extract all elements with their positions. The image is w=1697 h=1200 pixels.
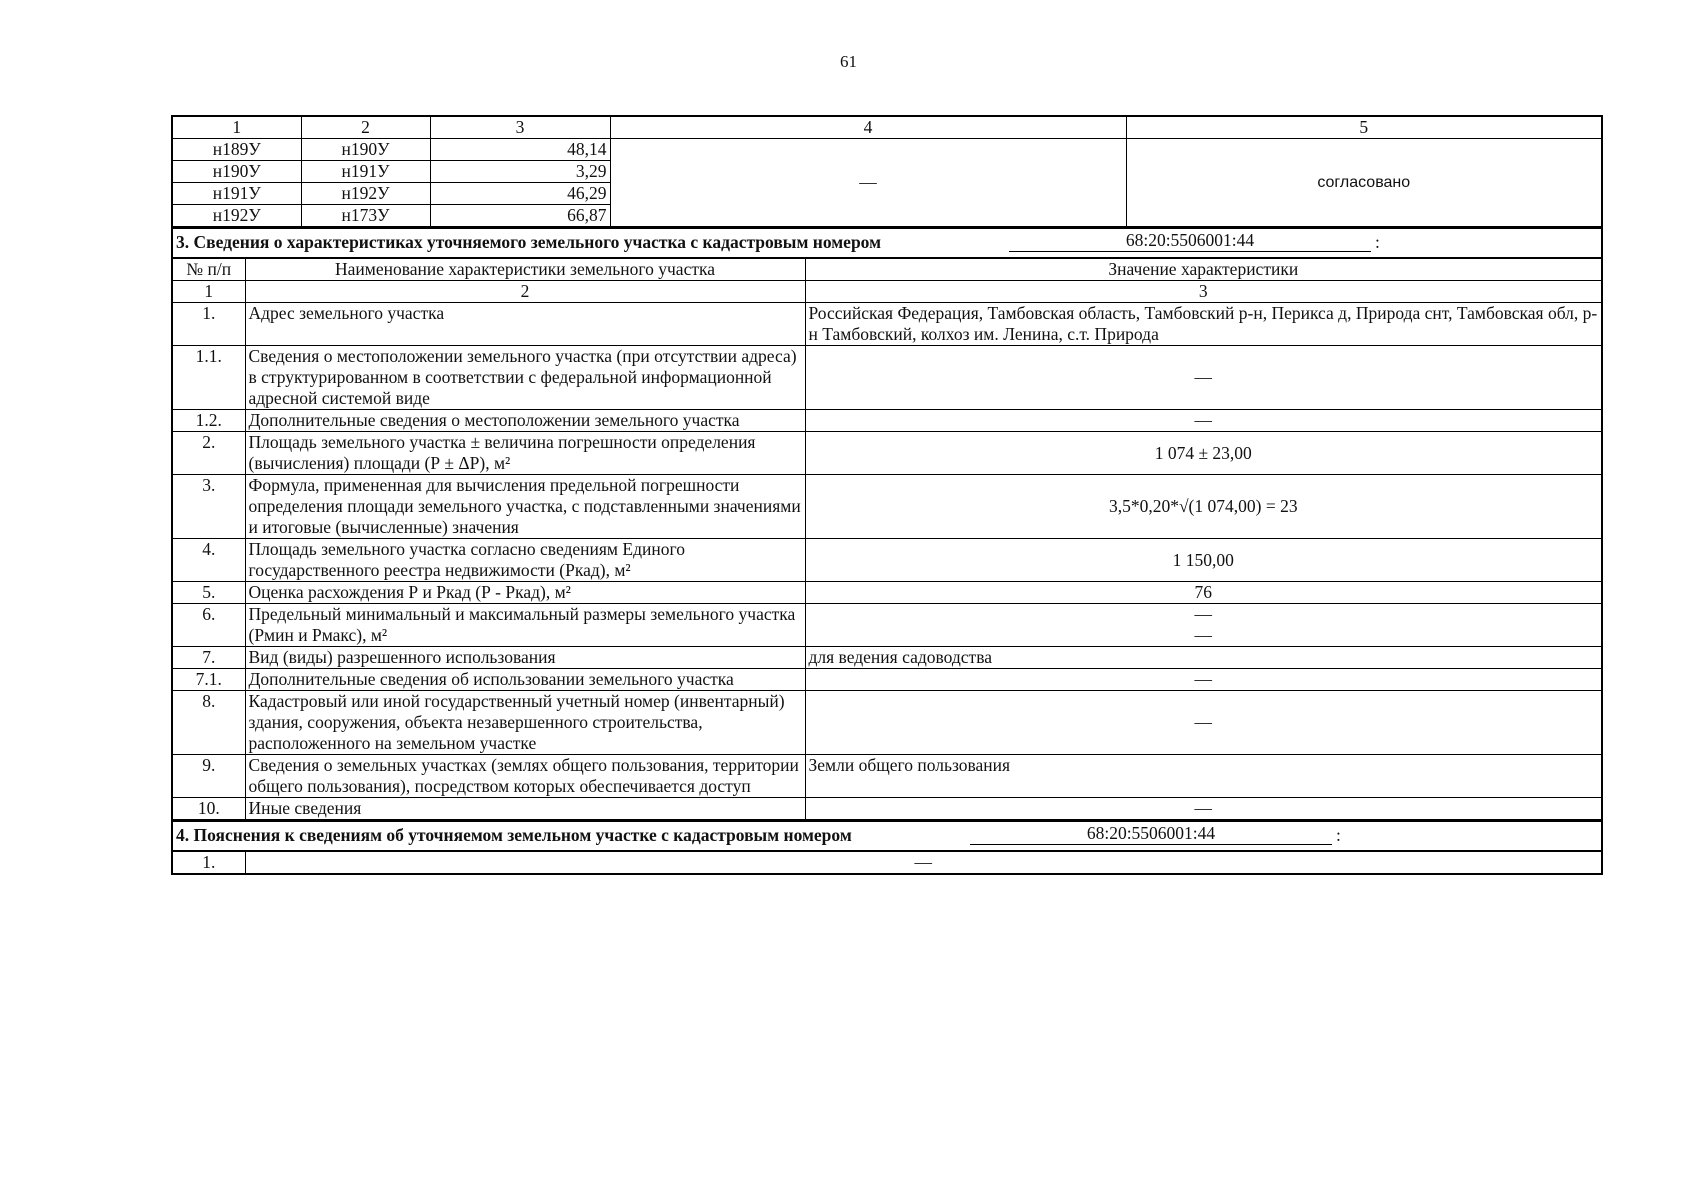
row-value: — (245, 851, 1602, 874)
point-to: н173У (301, 205, 430, 227)
row-name: Площадь земельного участка согласно сведениям Единого государственного реестра недвижимости (Ркад), м² (245, 539, 805, 582)
max-size-value: — (1194, 625, 1213, 645)
header-num: № п/п (172, 258, 245, 281)
segment-length: 48,14 (430, 139, 610, 161)
segment-length: 3,29 (430, 161, 610, 183)
table-row (172, 303, 1602, 346)
row-value: для ведения садоводства (805, 647, 1602, 669)
row-value-pair (805, 604, 1602, 647)
characteristics-header-row (172, 258, 1602, 281)
point-from: н189У (172, 139, 301, 161)
row-name: Сведения о земельных участках (землях общего пользования, территории общего пользования), посредством которых обеспечивается доступ (245, 755, 805, 798)
row-number: 1. (172, 851, 245, 874)
row-number: 1. (172, 303, 245, 346)
point-from: н191У (172, 183, 301, 205)
header-name: Наименование характеристики земельного участка (245, 258, 805, 281)
section4-title: 4. Пояснения к сведениям об уточняемом земельном участке с кадастровым номером (176, 825, 852, 845)
point-to: н191У (301, 161, 430, 183)
row-name: Дополнительные сведения о местоположении земельного участка (245, 410, 805, 432)
segment-length: 66,87 (430, 205, 610, 227)
row-name: Предельный минимальный и максимальный размеры земельного участка (Рмин и Рмакс), м² (245, 604, 805, 647)
row-number: 1.1. (172, 346, 245, 410)
row-name: Площадь земельного участка ± величина погрешности определения (вычисления) площади (Р ± ΔР), м² (245, 432, 805, 475)
section4-colon: : (1336, 825, 1341, 845)
row-number: 3. (172, 475, 245, 539)
column-number-3: 3 (430, 116, 610, 139)
boundary-description: — (610, 139, 1126, 227)
column-number-2: 2 (301, 116, 430, 139)
table-row (172, 755, 1602, 798)
row-name: Адрес земельного участка (245, 303, 805, 346)
row-number: 8. (172, 691, 245, 755)
row-value: 1 074 ± 23,00 (805, 432, 1602, 475)
row-name: Оценка расхождения Р и Ркад (Р - Ркад), м² (245, 582, 805, 604)
table-row (172, 346, 1602, 410)
section4-heading-row (172, 821, 1602, 851)
row-name: Формула, примененная для вычисления предельной погрешности определения площади земельного участка, с подставленными значениями и итоговые (вычисленные) значения (245, 475, 805, 539)
row-value: 3,5*0,20*√(1 074,00) = 23 (805, 475, 1602, 539)
boundary-header-row (172, 116, 1602, 139)
table-row (172, 475, 1602, 539)
section3-colon: : (1375, 232, 1380, 252)
table-row (172, 582, 1602, 604)
row-value: — (805, 691, 1602, 755)
row-value: — (805, 346, 1602, 410)
row-number: 6. (172, 604, 245, 647)
approval-status: согласовано (1126, 139, 1602, 227)
point-to: н190У (301, 139, 430, 161)
point-from: н192У (172, 205, 301, 227)
column-number-5: 5 (1126, 116, 1602, 139)
row-value: Земли общего пользования (805, 755, 1602, 798)
row-name: Вид (виды) разрешенного использования (245, 647, 805, 669)
section3-title: 3. Сведения о характеристиках уточняемого земельного участка с кадастровым номером (176, 232, 882, 252)
table-row (172, 410, 1602, 432)
column-numbers-row (172, 281, 1602, 303)
table-row (172, 647, 1602, 669)
row-value: 76 (805, 582, 1602, 604)
row-value: 1 150,00 (805, 539, 1602, 582)
row-number: 10. (172, 798, 245, 820)
column-number-2: 2 (245, 281, 805, 303)
row-number: 7. (172, 647, 245, 669)
table-row (172, 669, 1602, 691)
row-number: 4. (172, 539, 245, 582)
column-number-3: 3 (805, 281, 1602, 303)
point-from: н190У (172, 161, 301, 183)
row-number: 9. (172, 755, 245, 798)
row-value: — (805, 798, 1602, 820)
table-row (172, 691, 1602, 755)
row-name: Дополнительные сведения об использовании земельного участка (245, 669, 805, 691)
explanations-table (171, 820, 1603, 875)
column-number-4: 4 (610, 116, 1126, 139)
row-name: Кадастровый или иной государственный учетный номер (инвентарный) здания, сооружения, объекта незавершенного строительства, расположенного на земельном участке (245, 691, 805, 755)
row-name: Сведения о местоположении земельного участка (при отсутствии адреса) в структурированном в соответствии с федеральной информационной адресной системой виде (245, 346, 805, 410)
row-value: Российская Федерация, Тамбовская область, Тамбовский р-н, Перикса д, Природа снт, Тамбовская обл, р-н Тамбовский, колхоз им. Ленина, с.т. Природа (805, 303, 1602, 346)
document-sheet (171, 115, 1601, 875)
row-number: 5. (172, 582, 245, 604)
column-number-1: 1 (172, 281, 245, 303)
row-number: 1.2. (172, 410, 245, 432)
section3-cadastral-number: 68:20:5506001:44 (1009, 230, 1371, 252)
section4-cadastral-number: 68:20:5506001:44 (970, 823, 1332, 845)
column-number-1: 1 (172, 116, 301, 139)
segment-length: 46,29 (430, 183, 610, 205)
row-number: 2. (172, 432, 245, 475)
table-row (172, 604, 1602, 647)
header-value: Значение характеристики (805, 258, 1602, 281)
min-size-value: — (1194, 604, 1213, 624)
row-name: Иные сведения (245, 798, 805, 820)
table-row (172, 432, 1602, 475)
table-row (172, 798, 1602, 820)
characteristics-table (171, 227, 1603, 820)
row-value: — (805, 669, 1602, 691)
table-row (172, 539, 1602, 582)
table-row (172, 851, 1602, 874)
boundary-table (171, 115, 1603, 227)
table-row (172, 139, 1602, 161)
point-to: н192У (301, 183, 430, 205)
section3-heading-row (172, 228, 1602, 258)
row-number: 7.1. (172, 669, 245, 691)
row-value: — (805, 410, 1602, 432)
page-number: 61 (840, 52, 857, 71)
